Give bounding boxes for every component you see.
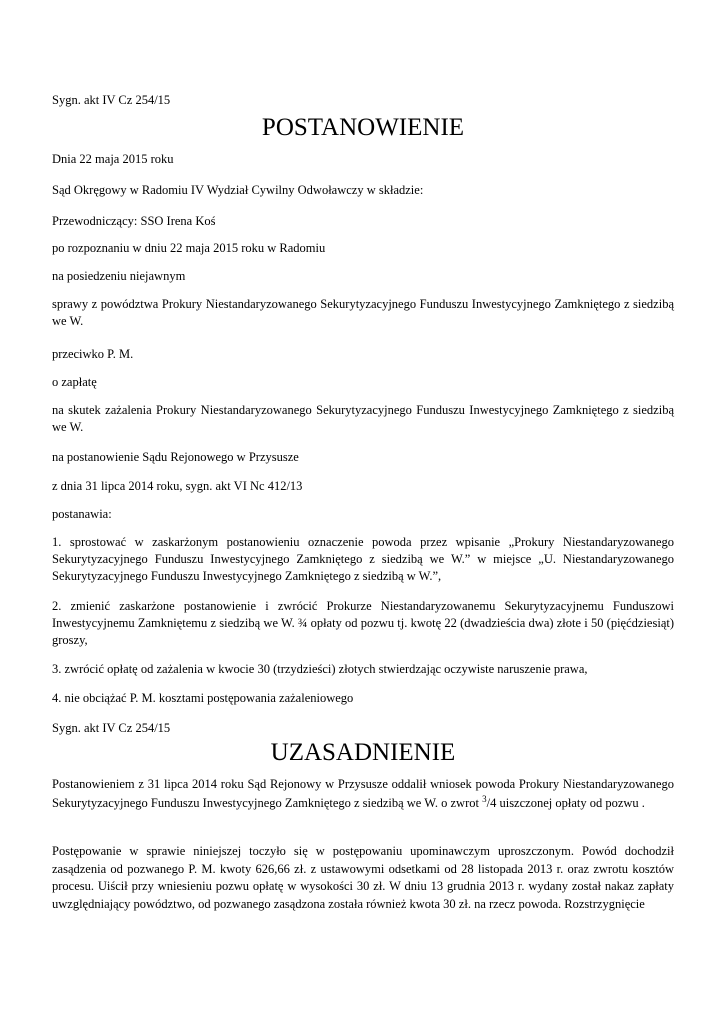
- court-line: Sąd Okręgowy w Radomiu IV Wydział Cywilny Odwoławczy w składzie:: [52, 183, 424, 197]
- decision-point-1: 1. sprostować w zaskarżonym postanowieniu oznaczenie powoda przez wpisanie „Prokury Niestandaryzowanego Sekurytyzacyjnego Funduszu Inwestycyjnego Zamkniętego z siedzibą we W.” w miejsce „U. Niestandaryzowanego Sekurytyzacyjnego Funduszu Inwestycyjnego Zamkniętego z siedzibą w W.”,: [52, 535, 674, 583]
- subject-line: o zapłatę: [52, 375, 97, 389]
- justification-title: UZASADNIENIE: [270, 739, 456, 766]
- justification-paragraph-1-tail: uiszczonej opłaty od pozwu .: [496, 796, 645, 810]
- date-line: Dnia 22 maja 2015 roku: [52, 152, 174, 166]
- decision-point-2: 2. zmienić zaskarżone postanowienie i zwrócić Prokurze Niestandaryzowanemu Sekurytyzacyjnemu Funduszowi Inwestycyjnemu Zamkniętemu z siedzibą we W. ¾ opłaty od pozwu tj. kwotę 22 (dwadzieścia dwa) złote i 50 (pięćdziesiąt) groszy,: [52, 599, 674, 647]
- decision-point-4: 4. nie obciążać P. M. kosztami postępowania zażaleniowego: [52, 691, 354, 705]
- case-signature: Sygn. akt IV Cz 254/15: [52, 93, 171, 107]
- complaint-paragraph: na skutek zażalenia Prokury Niestandaryzowanego Sekurytyzacyjnego Funduszu Inwestycyjnego Zamkniętego z siedzibą we W.: [52, 403, 674, 434]
- decides-line: postanawia:: [52, 507, 112, 521]
- justification-paragraph-1-text: Postanowieniem z 31 lipca 2014 roku Sąd Rejonowy w Przysusze oddalił wniosek powoda Prokury Niestandaryzowanego Sekurytyzacyjnego Funduszu Inwestycyjnego Zamkniętego z siedzibą we W. o zwrot: [52, 777, 674, 810]
- fraction: [482, 793, 497, 810]
- fraction-denominator: /4: [486, 796, 497, 810]
- order-reference-line: na postanowienie Sądu Rejonowego w Przysusze: [52, 450, 299, 464]
- case-paragraph: sprawy z powództwa Prokury Niestandaryzowanego Sekurytyzacyjnego Funduszu Inwestycyjnego Zamkniętego z siedzibą we W.: [52, 297, 674, 328]
- decision-point-3: 3. zwrócić opłatę od zażalenia w kwocie 30 (trzydzieści) złotych stwierdzając oczywiste naruszenie prawa,: [52, 662, 588, 676]
- fraction-numerator: 3: [482, 793, 487, 804]
- order-date-line: z dnia 31 lipca 2014 roku, sygn. akt VI Nc 412/13: [52, 479, 303, 493]
- justification-paragraph-1: [52, 775, 674, 813]
- justification-paragraph-2: Postępowanie w sprawie niniejszej toczyło się w postępowaniu upominawczym uproszczonym. Powód dochodził zasądzenia od pozwanego P. M. kwoty 626,66 zł. z ustawowymi odsetkami od 28 listopada 2013 r. oraz zwrotu kosztów procesu. Uiścił przy wniesieniu pozwu opłatę w wysokości 30 zł. W dniu 13 grudnia 2013 r. wydany został nakaz zapłaty uwzględniający powództwo, od pozwanego zasądzona została również kwota 30 zł. na rzecz powoda. Rozstrzygnięcie: [52, 844, 674, 911]
- justification-signature: Sygn. akt IV Cz 254/15: [52, 721, 171, 735]
- chair-line: Przewodniczący: SSO Irena Koś: [52, 214, 216, 228]
- document-title: POSTANOWIENIE: [261, 114, 465, 141]
- against-line: przeciwko P. M.: [52, 347, 134, 361]
- session-line: na posiedzeniu niejawnym: [52, 269, 186, 283]
- hearing-line: po rozpoznaniu w dniu 22 maja 2015 roku w Radomiu: [52, 241, 326, 255]
